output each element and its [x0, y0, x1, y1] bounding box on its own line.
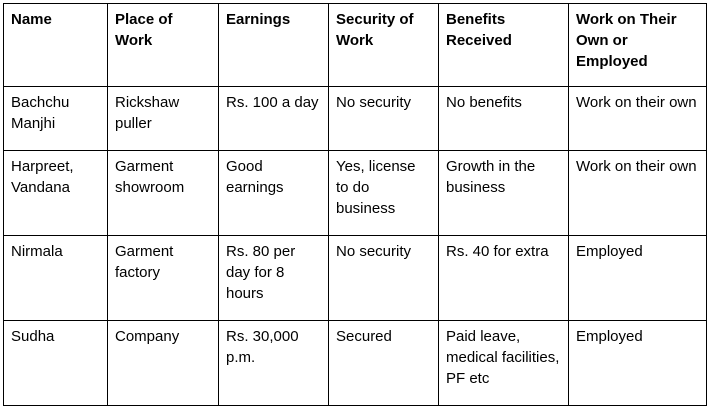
table-cell: No security: [329, 87, 439, 151]
header-row: [4, 4, 707, 87]
table-cell: Bachchu Manjhi: [4, 87, 108, 151]
table-cell: No security: [329, 236, 439, 321]
table-cell: Company: [108, 321, 219, 406]
table-cell: Nirmala: [4, 236, 108, 321]
table-row: [4, 321, 707, 406]
table-cell: Growth in the business: [439, 151, 569, 236]
table-cell: Rs. 40 for extra: [439, 236, 569, 321]
table-cell: Rs. 100 a day: [219, 87, 329, 151]
table-cell: Sudha: [4, 321, 108, 406]
table-cell: No benefits: [439, 87, 569, 151]
table-cell: Garment showroom: [108, 151, 219, 236]
column-header-work-status: Work on Their Own or Employed: [569, 4, 707, 87]
column-header-name: Name: [4, 4, 108, 87]
table-cell: Employed: [569, 236, 707, 321]
column-header-place-of-work: Place of Work: [108, 4, 219, 87]
column-header-benefits-received: Benefits Received: [439, 4, 569, 87]
table-cell: Paid leave, medical facilities, PF etc: [439, 321, 569, 406]
column-header-earnings: Earnings: [219, 4, 329, 87]
table-cell: Work on their own: [569, 87, 707, 151]
table-row: [4, 236, 707, 321]
table-cell: Rs. 80 per day for 8 hours: [219, 236, 329, 321]
table-cell: Harpreet, Vandana: [4, 151, 108, 236]
table-cell: Secured: [329, 321, 439, 406]
table-row: [4, 151, 707, 236]
table-cell: Garment factory: [108, 236, 219, 321]
table-cell: Good earnings: [219, 151, 329, 236]
table-cell: Work on their own: [569, 151, 707, 236]
table-cell: Rickshaw puller: [108, 87, 219, 151]
table-cell: Yes, license to do business: [329, 151, 439, 236]
table-cell: Rs. 30,000 p.m.: [219, 321, 329, 406]
work-comparison-table: [3, 3, 707, 406]
column-header-security-of-work: Security of Work: [329, 4, 439, 87]
table-cell: Employed: [569, 321, 707, 406]
table-row: [4, 87, 707, 151]
